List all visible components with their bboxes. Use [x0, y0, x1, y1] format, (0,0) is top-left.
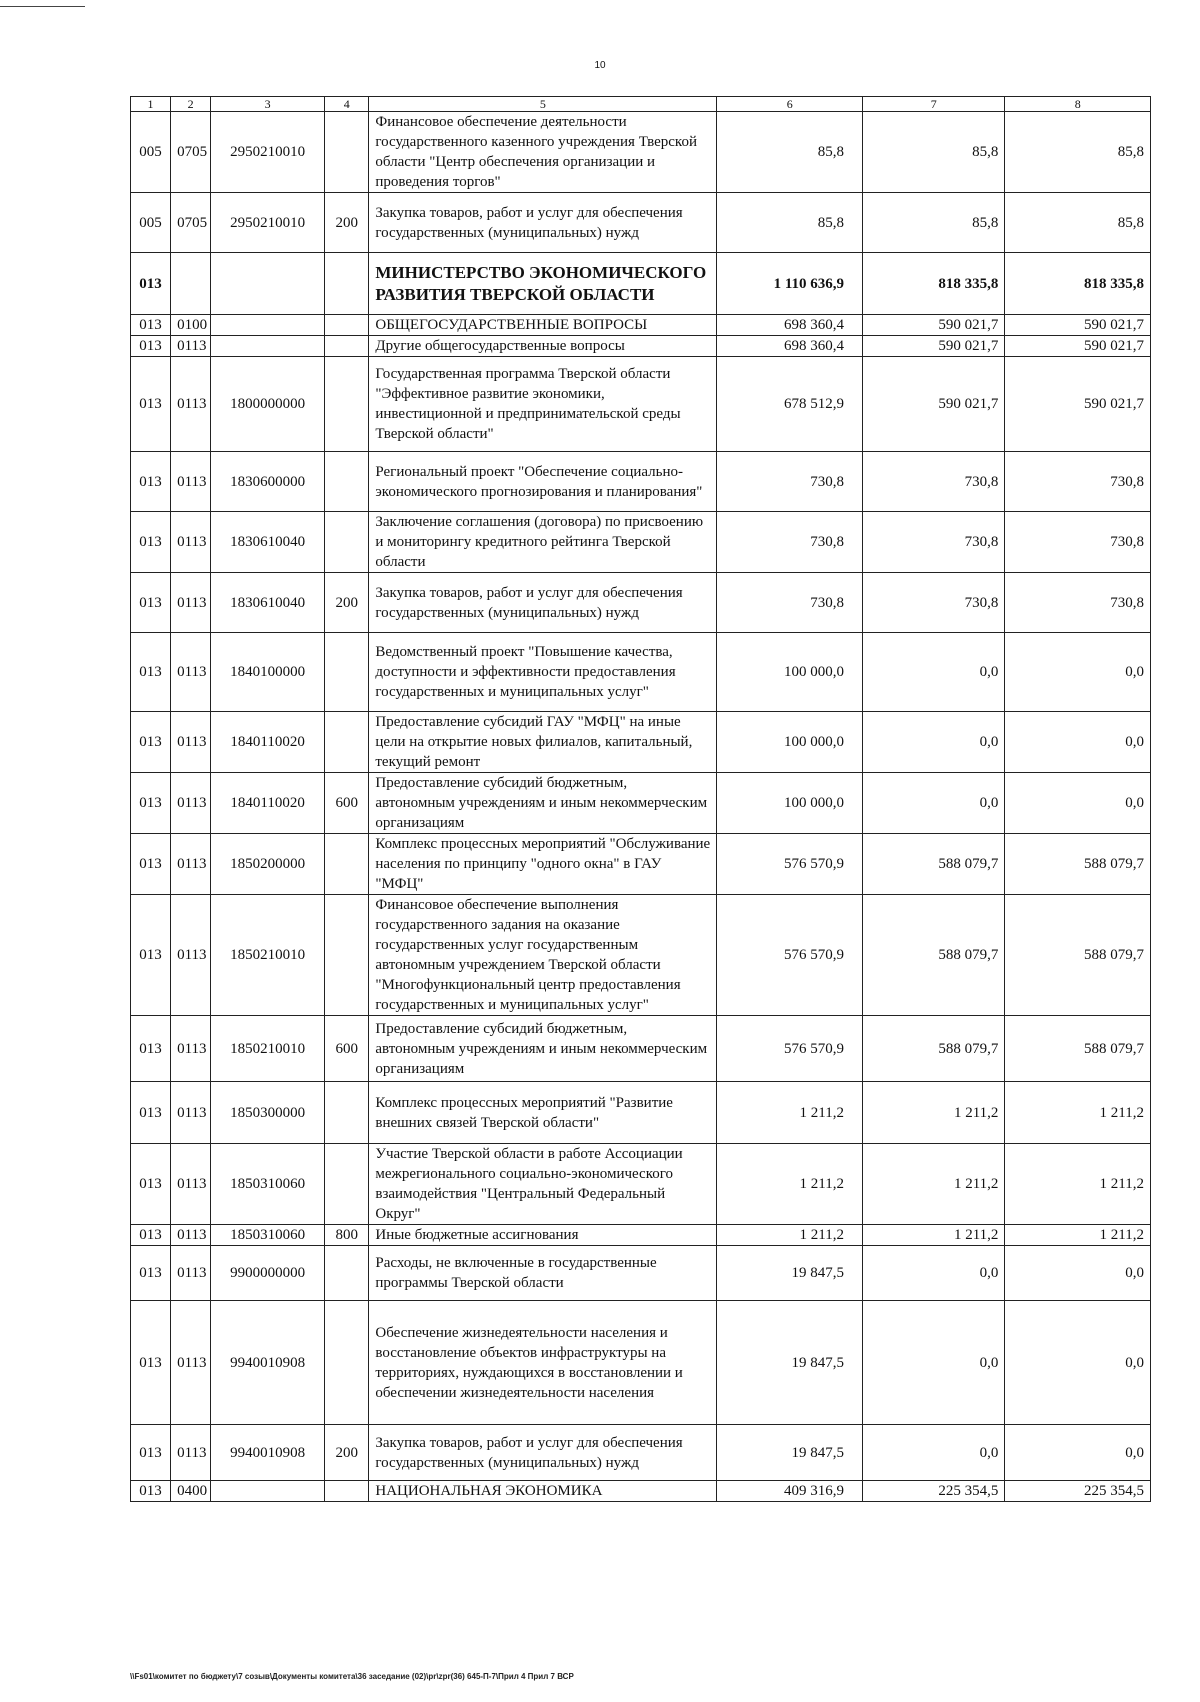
cell-expense-type: [325, 895, 369, 1016]
page-number: 10: [594, 60, 606, 71]
table-row: [131, 112, 1151, 193]
cell-chapter-code: 013: [131, 834, 171, 895]
cell-section-code: 0113: [171, 1082, 211, 1144]
cell-section-code: 0100: [171, 315, 211, 336]
header-col-1: 1: [131, 97, 171, 112]
table-row: [131, 336, 1151, 357]
cell-target-article: 1850210010: [211, 1016, 325, 1082]
cell-expense-type: [325, 712, 369, 773]
cell-amount-col8: 85,8: [1005, 112, 1151, 193]
cell-section-code: 0113: [171, 512, 211, 573]
cell-amount-col8: 818 335,8: [1005, 253, 1151, 315]
cell-section-code: 0113: [171, 357, 211, 452]
table-row: [131, 1144, 1151, 1225]
cell-description: Предоставление субсидий ГАУ "МФЦ" на иные цели на открытие новых филиалов, капитальный, текущий ремонт: [369, 712, 717, 773]
cell-expense-type: 200: [325, 193, 369, 253]
cell-target-article: 1830600000: [211, 452, 325, 512]
cell-section-code: 0113: [171, 452, 211, 512]
cell-amount-col8: 0,0: [1005, 1425, 1151, 1481]
cell-amount-col6: 1 110 636,9: [717, 253, 863, 315]
cell-amount-col7: 588 079,7: [863, 895, 1005, 1016]
cell-section-code: 0113: [171, 1225, 211, 1246]
cell-target-article: 1850310060: [211, 1144, 325, 1225]
cell-amount-col7: 588 079,7: [863, 1016, 1005, 1082]
cell-amount-col8: 85,8: [1005, 193, 1151, 253]
cell-amount-col7: 818 335,8: [863, 253, 1005, 315]
cell-amount-col8: 1 211,2: [1005, 1225, 1151, 1246]
cell-amount-col7: 590 021,7: [863, 357, 1005, 452]
cell-section-code: 0113: [171, 1246, 211, 1301]
cell-amount-col6: 19 847,5: [717, 1246, 863, 1301]
cell-amount-col6: 19 847,5: [717, 1425, 863, 1481]
cell-amount-col7: 590 021,7: [863, 336, 1005, 357]
cell-amount-col6: 730,8: [717, 573, 863, 633]
cell-amount-col7: 1 211,2: [863, 1082, 1005, 1144]
cell-section-code: 0113: [171, 1016, 211, 1082]
cell-expense-type: [325, 315, 369, 336]
header-col-7: 7: [863, 97, 1005, 112]
cell-target-article: 1830610040: [211, 573, 325, 633]
cell-chapter-code: 013: [131, 773, 171, 834]
cell-expense-type: [325, 1301, 369, 1425]
table-row: [131, 193, 1151, 253]
cell-amount-col6: 730,8: [717, 452, 863, 512]
cell-amount-col6: 100 000,0: [717, 712, 863, 773]
cell-description: Заключение соглашения (договора) по присвоению и мониторингу кредитного рейтинга Тверской области: [369, 512, 717, 573]
cell-section-code: 0113: [171, 712, 211, 773]
table-row: [131, 895, 1151, 1016]
table-row: [131, 452, 1151, 512]
cell-amount-col8: 0,0: [1005, 773, 1151, 834]
cell-section-code: 0113: [171, 336, 211, 357]
cell-amount-col8: 0,0: [1005, 633, 1151, 712]
cell-target-article: 1840110020: [211, 712, 325, 773]
cell-target-article: 1850300000: [211, 1082, 325, 1144]
cell-amount-col7: 590 021,7: [863, 315, 1005, 336]
cell-amount-col6: 1 211,2: [717, 1082, 863, 1144]
cell-amount-col7: 0,0: [863, 1301, 1005, 1425]
footer-file-path: \\Fs01\комитет по бюджету\7 созыв\Документы комитета\36 заседание (02)\pr\zpr(36) 645-П-7\Прил 4 Прил 7 ВСР: [130, 1672, 574, 1681]
cell-expense-type: [325, 1082, 369, 1144]
cell-expense-type: [325, 1246, 369, 1301]
cell-chapter-code: 013: [131, 895, 171, 1016]
cell-expense-type: [325, 512, 369, 573]
cell-amount-col6: 100 000,0: [717, 633, 863, 712]
column-number-row: [131, 97, 1151, 112]
cell-description: Иные бюджетные ассигнования: [369, 1225, 717, 1246]
cell-section-code: 0113: [171, 1425, 211, 1481]
cell-amount-col6: 85,8: [717, 112, 863, 193]
cell-chapter-code: 013: [131, 1225, 171, 1246]
table-row: [131, 573, 1151, 633]
cell-section-code: 0705: [171, 112, 211, 193]
cell-amount-col8: 588 079,7: [1005, 834, 1151, 895]
cell-description: Закупка товаров, работ и услуг для обеспечения государственных (муниципальных) нужд: [369, 1425, 717, 1481]
cell-target-article: [211, 315, 325, 336]
cell-amount-col6: 1 211,2: [717, 1225, 863, 1246]
table-row: [131, 1225, 1151, 1246]
cell-expense-type: [325, 1481, 369, 1502]
cell-chapter-code: 013: [131, 1301, 171, 1425]
cell-chapter-code: 013: [131, 452, 171, 512]
cell-chapter-code: 013: [131, 712, 171, 773]
cell-section-code: 0113: [171, 1301, 211, 1425]
cell-chapter-code: 013: [131, 1082, 171, 1144]
cell-target-article: 2950210010: [211, 112, 325, 193]
cell-amount-col8: 588 079,7: [1005, 895, 1151, 1016]
table-row: [131, 253, 1151, 315]
cell-amount-col6: 576 570,9: [717, 895, 863, 1016]
cell-amount-col8: 730,8: [1005, 452, 1151, 512]
cell-chapter-code: 013: [131, 512, 171, 573]
cell-description: Закупка товаров, работ и услуг для обеспечения государственных (муниципальных) нужд: [369, 193, 717, 253]
cell-amount-col7: 85,8: [863, 193, 1005, 253]
cell-amount-col8: 0,0: [1005, 712, 1151, 773]
cell-expense-type: [325, 336, 369, 357]
cell-section-code: 0113: [171, 633, 211, 712]
cell-description: Региональный проект "Обеспечение социально-экономического прогнозирования и планирования": [369, 452, 717, 512]
table-row: [131, 512, 1151, 573]
cell-section-code: 0113: [171, 773, 211, 834]
table-row: [131, 712, 1151, 773]
table-row: [131, 1481, 1151, 1502]
cell-target-article: 1830610040: [211, 512, 325, 573]
cell-expense-type: 800: [325, 1225, 369, 1246]
cell-amount-col6: 730,8: [717, 512, 863, 573]
header-col-5: 5: [369, 97, 717, 112]
cell-description: Государственная программа Тверской области "Эффективное развитие экономики, инвестиционной и предпринимательской среды Тверской области": [369, 357, 717, 452]
cell-target-article: [211, 253, 325, 315]
cell-expense-type: [325, 633, 369, 712]
cell-target-article: 2950210010: [211, 193, 325, 253]
cell-section-code: 0705: [171, 193, 211, 253]
cell-chapter-code: 013: [131, 336, 171, 357]
cell-description: МИНИСТЕРСТВО ЭКОНОМИЧЕСКОГО РАЗВИТИЯ ТВЕРСКОЙ ОБЛАСТИ: [369, 253, 717, 315]
cell-chapter-code: 005: [131, 112, 171, 193]
cell-amount-col6: 678 512,9: [717, 357, 863, 452]
cell-description: Закупка товаров, работ и услуг для обеспечения государственных (муниципальных) нужд: [369, 573, 717, 633]
table-row: [131, 1016, 1151, 1082]
table-row: [131, 834, 1151, 895]
cell-chapter-code: 013: [131, 315, 171, 336]
cell-description: Другие общегосударственные вопросы: [369, 336, 717, 357]
cell-expense-type: [325, 357, 369, 452]
cell-amount-col8: 590 021,7: [1005, 357, 1151, 452]
header-col-2: 2: [171, 97, 211, 112]
cell-amount-col8: 730,8: [1005, 573, 1151, 633]
cell-amount-col7: 1 211,2: [863, 1144, 1005, 1225]
cell-amount-col6: 698 360,4: [717, 315, 863, 336]
cell-chapter-code: 013: [131, 1481, 171, 1502]
cell-amount-col7: 730,8: [863, 452, 1005, 512]
cell-chapter-code: 013: [131, 633, 171, 712]
cell-amount-col6: 85,8: [717, 193, 863, 253]
cell-target-article: 1850210010: [211, 895, 325, 1016]
cell-amount-col7: 1 211,2: [863, 1225, 1005, 1246]
cell-amount-col7: 730,8: [863, 573, 1005, 633]
cell-expense-type: [325, 253, 369, 315]
cell-expense-type: [325, 834, 369, 895]
cell-amount-col8: 0,0: [1005, 1301, 1151, 1425]
cell-chapter-code: 013: [131, 1144, 171, 1225]
cell-amount-col8: 225 354,5: [1005, 1481, 1151, 1502]
cell-target-article: 1840110020: [211, 773, 325, 834]
cell-target-article: [211, 1481, 325, 1502]
cell-chapter-code: 013: [131, 253, 171, 315]
cell-description: Комплекс процессных мероприятий "Обслуживание населения по принципу "одного окна" в ГАУ "МФЦ": [369, 834, 717, 895]
cell-amount-col8: 590 021,7: [1005, 336, 1151, 357]
cell-target-article: 9900000000: [211, 1246, 325, 1301]
cell-description: Финансовое обеспечение выполнения государственного задания на оказание государственных услуг государственным автономным учреждением Тверской области "Многофункциональный центр предоставления государственных и муниципальных услуг": [369, 895, 717, 1016]
cell-amount-col7: 588 079,7: [863, 834, 1005, 895]
cell-amount-col7: 730,8: [863, 512, 1005, 573]
cell-expense-type: [325, 452, 369, 512]
cell-description: НАЦИОНАЛЬНАЯ ЭКОНОМИКА: [369, 1481, 717, 1502]
cell-description: Ведомственный проект "Повышение качества, доступности и эффективности предоставления государственных и муниципальных услуг": [369, 633, 717, 712]
cell-amount-col8: 730,8: [1005, 512, 1151, 573]
table-row: [131, 633, 1151, 712]
cell-amount-col6: 409 316,9: [717, 1481, 863, 1502]
cell-chapter-code: 013: [131, 1425, 171, 1481]
cell-target-article: 1850310060: [211, 1225, 325, 1246]
cell-target-article: 9940010908: [211, 1301, 325, 1425]
cell-target-article: 1850200000: [211, 834, 325, 895]
cell-target-article: [211, 336, 325, 357]
cell-chapter-code: 013: [131, 1246, 171, 1301]
cell-description: Обеспечение жизнедеятельности населения и восстановление объектов инфраструктуры на территориях, нуждающихся в восстановлении и обеспечении жизнедеятельности населения: [369, 1301, 717, 1425]
header-col-8: 8: [1005, 97, 1151, 112]
cell-description: Расходы, не включенные в государственные программы Тверской области: [369, 1246, 717, 1301]
cell-description: Предоставление субсидий бюджетным, автономным учреждениям и иным некоммерческим организациям: [369, 773, 717, 834]
cell-expense-type: 200: [325, 1425, 369, 1481]
cell-section-code: 0113: [171, 1144, 211, 1225]
cell-description: Предоставление субсидий бюджетным, автономным учреждениям и иным некоммерческим организациям: [369, 1016, 717, 1082]
cell-chapter-code: 005: [131, 193, 171, 253]
header-col-3: 3: [211, 97, 325, 112]
table-row: [131, 1425, 1151, 1481]
header-col-6: 6: [717, 97, 863, 112]
cell-amount-col7: 0,0: [863, 1425, 1005, 1481]
cell-expense-type: 600: [325, 1016, 369, 1082]
cell-expense-type: 200: [325, 573, 369, 633]
cell-expense-type: [325, 1144, 369, 1225]
cell-amount-col6: 19 847,5: [717, 1301, 863, 1425]
cell-amount-col7: 85,8: [863, 112, 1005, 193]
cell-amount-col8: 590 021,7: [1005, 315, 1151, 336]
table-row: [131, 1301, 1151, 1425]
cell-amount-col7: 0,0: [863, 712, 1005, 773]
cell-chapter-code: 013: [131, 573, 171, 633]
cell-amount-col6: 576 570,9: [717, 1016, 863, 1082]
table-row: [131, 773, 1151, 834]
cell-amount-col8: 1 211,2: [1005, 1144, 1151, 1225]
cell-expense-type: [325, 112, 369, 193]
cell-chapter-code: 013: [131, 357, 171, 452]
cell-expense-type: 600: [325, 773, 369, 834]
cell-amount-col6: 100 000,0: [717, 773, 863, 834]
header-col-4: 4: [325, 97, 369, 112]
cell-amount-col7: 0,0: [863, 773, 1005, 834]
cell-target-article: 1800000000: [211, 357, 325, 452]
cell-amount-col7: 0,0: [863, 633, 1005, 712]
cell-section-code: [171, 253, 211, 315]
cell-description: ОБЩЕГОСУДАРСТВЕННЫЕ ВОПРОСЫ: [369, 315, 717, 336]
budget-table: [130, 96, 1151, 1502]
cell-description: Финансовое обеспечение деятельности государственного казенного учреждения Тверской области "Центр обеспечения организации и проведения торгов": [369, 112, 717, 193]
cell-amount-col6: 698 360,4: [717, 336, 863, 357]
cell-amount-col6: 1 211,2: [717, 1144, 863, 1225]
cell-amount-col7: 225 354,5: [863, 1481, 1005, 1502]
cell-section-code: 0400: [171, 1481, 211, 1502]
cell-description: Участие Тверской области в работе Ассоциации межрегионального социально-экономического взаимодействия "Центральный Федеральный Округ": [369, 1144, 717, 1225]
cell-section-code: 0113: [171, 895, 211, 1016]
cell-amount-col8: 0,0: [1005, 1246, 1151, 1301]
table-body: [131, 112, 1151, 1502]
cell-amount-col6: 576 570,9: [717, 834, 863, 895]
cell-section-code: 0113: [171, 573, 211, 633]
cell-section-code: 0113: [171, 834, 211, 895]
cell-target-article: 9940010908: [211, 1425, 325, 1481]
cell-description: Комплекс процессных мероприятий "Развитие внешних связей Тверской области": [369, 1082, 717, 1144]
cell-target-article: 1840100000: [211, 633, 325, 712]
cell-amount-col8: 588 079,7: [1005, 1016, 1151, 1082]
cell-amount-col7: 0,0: [863, 1246, 1005, 1301]
table-row: [131, 357, 1151, 452]
table-row: [131, 315, 1151, 336]
scan-corner-mark: [0, 0, 85, 7]
table-row: [131, 1246, 1151, 1301]
cell-amount-col8: 1 211,2: [1005, 1082, 1151, 1144]
table-row: [131, 1082, 1151, 1144]
cell-chapter-code: 013: [131, 1016, 171, 1082]
